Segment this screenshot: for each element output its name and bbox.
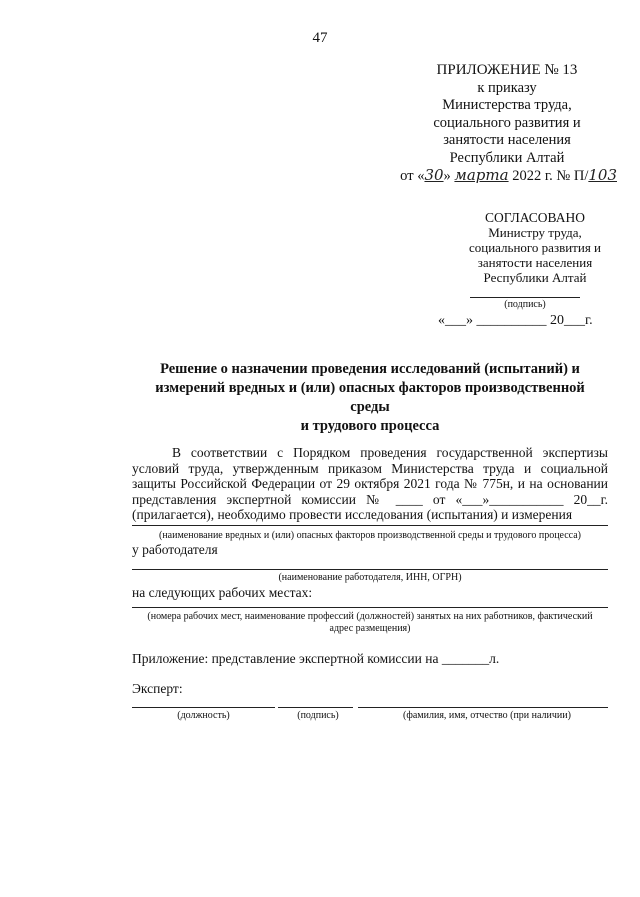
employer-label: у работодателя: [132, 542, 218, 557]
appendix-line: Министерства труда,: [442, 97, 572, 113]
page-number: 47: [312, 30, 328, 46]
appendix-line: Республики Алтай: [449, 149, 565, 166]
full-name-blank-line: [358, 707, 608, 708]
document-title-line: измерений вредных и (или) опасных факторов производственной: [155, 380, 585, 396]
workplaces-caption: [132, 611, 608, 635]
workplaces-blank-line: [132, 607, 608, 608]
document-title: [140, 360, 600, 436]
document-title-line: Решение о назначении проведения исследований (испытаний) и: [160, 361, 580, 377]
factors-caption: (наименование вредных и (или) опасных факторов производственной среды и трудового процесса): [158, 530, 581, 541]
approval-line: занятости населения: [477, 255, 593, 270]
order-reference: [395, 167, 617, 186]
factors-blank-line: [132, 525, 608, 526]
signature-blank-line: [278, 707, 353, 708]
workplaces-label: на следующих рабочих местах:: [132, 585, 313, 600]
order-mid2: 2022 г. № П/: [508, 168, 589, 184]
employer-blank-line: [132, 569, 608, 570]
approval-line: социального развития и: [468, 240, 602, 255]
approval-signature-line: [470, 297, 580, 298]
expert-label: Эксперт:: [132, 681, 183, 696]
appendix-line: занятости населения: [443, 132, 571, 148]
body-paragraph: [132, 445, 608, 523]
body-paragraph-text: В соответствии с Порядком проведения государственной экспертизы условий труда, утвержденным приказом Министерства труда и социальной защиты Российской Федерации от 29 октября 2021 года № 775н, и на основании представления экспертной комиссии № ____ от «___»___________ 20__г. (прилагается), необходимо провести исследования (испытания) и измерения: [132, 445, 608, 522]
appendix-line: социального развития и: [433, 114, 581, 131]
position-blank-line: [132, 707, 275, 708]
full-name-caption: (фамилия, имя, отчество (при наличии): [403, 710, 571, 721]
document-title-line: среды: [350, 399, 390, 415]
appendix-line: к приказу: [477, 79, 537, 96]
workplaces-caption-line: (номера рабочих мест, наименование профессий (должностей) занятых на них работников, фактический: [147, 611, 593, 622]
order-month-handwritten: марта: [454, 166, 509, 184]
workplaces-caption-line: адрес размещения): [329, 623, 411, 634]
approval-line: Министру труда,: [488, 225, 582, 240]
order-number-handwritten: 103: [588, 166, 617, 184]
attachment-line: Приложение: представление экспертной комиссии на _______л.: [132, 651, 500, 666]
order-mid1: »: [443, 168, 455, 184]
order-day-handwritten: 30: [424, 166, 444, 184]
approval-signature-caption: (подпись): [504, 299, 546, 310]
employer-caption: (наименование работодателя, ИНН, ОГРН): [278, 572, 462, 583]
approval-block: [455, 210, 615, 285]
signature-caption: (подпись): [297, 710, 339, 721]
order-prefix: от «: [400, 168, 425, 184]
appendix-title: ПРИЛОЖЕНИЕ № 13: [436, 62, 578, 78]
approval-title: СОГЛАСОВАНО: [485, 210, 585, 225]
document-title-line: и трудового процесса: [300, 418, 440, 434]
position-caption: (должность): [177, 710, 230, 721]
appendix-block: [395, 62, 619, 186]
approval-line: Республики Алтай: [483, 270, 587, 285]
approval-date-line: «___» __________ 20___г.: [438, 313, 593, 328]
